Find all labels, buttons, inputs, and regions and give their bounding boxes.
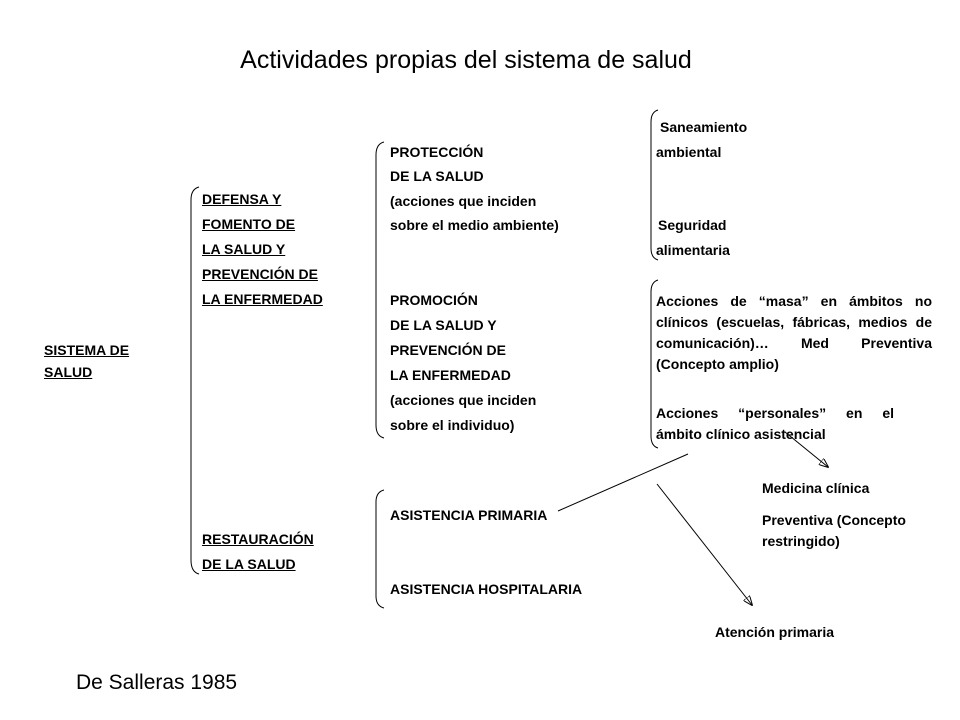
- root-label-line: SALUD: [44, 364, 93, 380]
- arrow-to-atencion-primaria: [657, 484, 752, 605]
- brace-defensa: [376, 142, 384, 438]
- source-credit: De Salleras 1985: [76, 671, 238, 694]
- promocion-label-line: DE LA SALUD Y: [390, 317, 497, 333]
- acciones-personales-text: Acciones “personales” en el ámbito clínico asistencial: [656, 405, 894, 442]
- promocion-label-line: PREVENCIÓN DE: [390, 342, 506, 358]
- defensa-label-line: FOMENTO DE: [202, 216, 296, 232]
- brace-main: [191, 187, 199, 574]
- page-title: Actividades propias del sistema de salud: [240, 46, 692, 74]
- defensa-label-line: LA ENFERMEDAD: [202, 291, 323, 307]
- promocion-label-line: sobre el individuo): [390, 417, 515, 433]
- root-label-line: SISTEMA DE: [44, 342, 130, 358]
- promocion-label-line: PROMOCIÓN: [390, 292, 478, 308]
- restauracion-label-line: DE LA SALUD: [202, 556, 296, 572]
- defensa-label-line: PREVENCIÓN DE: [202, 266, 318, 282]
- proteccion-label-line: (acciones que inciden: [390, 193, 537, 209]
- atencion-primaria-label: Atención primaria: [715, 624, 835, 640]
- promocion-label-line: LA ENFERMEDAD: [390, 367, 511, 383]
- saneamiento-label-line: Saneamiento: [660, 119, 748, 135]
- preventiva-restringido-label: Preventiva (Concepto restringido): [762, 512, 906, 549]
- promocion-label-line: (acciones que inciden: [390, 392, 537, 408]
- proteccion-label-line: DE LA SALUD: [390, 168, 484, 184]
- defensa-label-line: LA SALUD Y: [202, 241, 286, 257]
- saneamiento-label-line: ambiental: [656, 144, 722, 160]
- seguridad-label-line: Seguridad: [658, 217, 727, 233]
- asistencia-primaria-label: ASISTENCIA PRIMARIA: [390, 507, 548, 523]
- acciones-masa-text: Acciones de “masa” en ámbitos no clínicos (escuelas, fábricas, medios de comunicación)… Med Preventiva (Concepto amplio): [656, 293, 932, 372]
- proteccion-label-line: PROTECCIÓN: [390, 144, 484, 160]
- brace-restauracion: [376, 490, 384, 608]
- seguridad-label-line: alimentaria: [656, 242, 730, 258]
- asistencia-hospitalaria-label: ASISTENCIA HOSPITALARIA: [390, 581, 583, 597]
- restauracion-label-line: RESTAURACIÓN: [202, 531, 314, 547]
- line-to-asistencia-primaria: [558, 454, 688, 511]
- proteccion-label-line: sobre el medio ambiente): [390, 217, 559, 233]
- defensa-label-line: DEFENSA Y: [202, 191, 282, 207]
- medicina-clinica-label: Medicina clínica: [762, 480, 870, 496]
